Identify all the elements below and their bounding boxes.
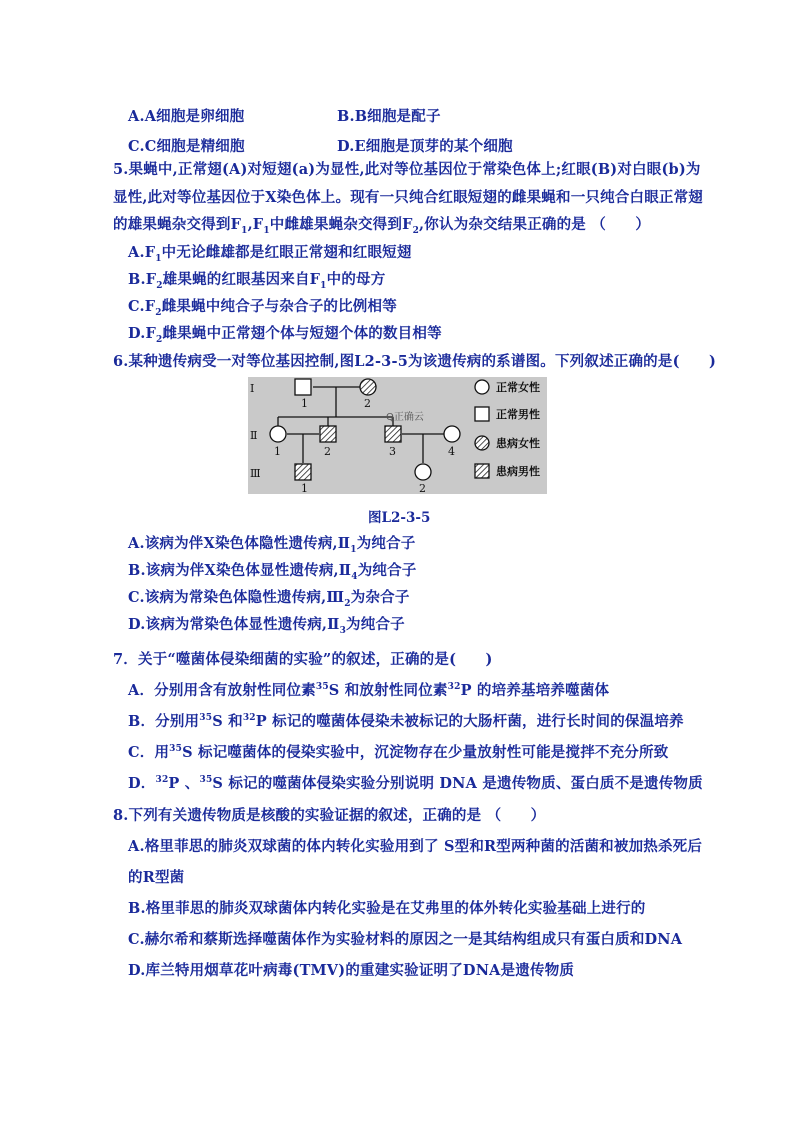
legend-affected-male-icon (475, 464, 489, 478)
legend-normal-male-icon (475, 407, 489, 421)
num-I1: 1 (301, 397, 308, 410)
individual-II3 (385, 426, 401, 442)
q8-option-a-line1: A.格里菲思的肺炎双球菌的体内转化实验用到了 S型和R型两种菌的活菌和被加热杀死后 (128, 838, 703, 855)
pedigree-figure (248, 377, 547, 494)
legend-affected-female-icon (475, 436, 489, 450)
num-II1: 1 (274, 445, 281, 458)
q8-stem: 8.下列有关遗传物质是核酸的实验证据的叙述，正确的是 （ ） (113, 807, 546, 824)
q6-stem: 6.某种遗传病受一对等位基因控制,图L2-3-5为该遗传病的系谱图。下列叙述正确的是( ) (113, 353, 717, 370)
individual-III1 (295, 464, 311, 480)
legend-normal-female-icon (475, 380, 489, 394)
num-III2: 2 (419, 482, 426, 494)
individual-II2 (320, 426, 336, 442)
legend-label-0: 正常女性 (496, 381, 540, 394)
q6-option-b: B.该病为伴X染色体显性遗传病$,Ⅱ_4$为纯合子 (128, 562, 417, 582)
num-II3: 3 (389, 445, 396, 458)
q6-option-c: C.该病为常染色体隐性遗传病$,Ⅲ_2$为杂合子 (128, 589, 410, 609)
individual-II4 (444, 426, 460, 442)
individual-III2 (415, 464, 431, 480)
q8-option-a-line2: 的R型菌 (128, 869, 185, 886)
q7-option-a: A．分别用含有放射性同位素$^{35}$S 和放射性同位素$^{32}$P 的培养基培养噬菌体 (128, 682, 610, 699)
watermark: Q正确云 (386, 412, 424, 423)
legend-label-2: 患病女性 (496, 437, 540, 450)
q5-option-c: $C.F_2$雌果蝇中纯合子与杂合子的比例相等 (128, 298, 397, 318)
num-III1: 1 (301, 482, 308, 494)
q5-stem-line1: 5.果蝇中,正常翅(A)对短翅(a)为显性,此对等位基因位于常染色体上;红眼(B)对白眼(b)为 (113, 161, 701, 178)
q4-option-d: D.E细胞是顶芽的某个细胞 (337, 138, 513, 155)
gen-label-II: Ⅱ (250, 429, 258, 442)
q4-option-c: C.C细胞是精细胞 (128, 138, 245, 155)
gen-label-III: Ⅲ (250, 467, 261, 480)
q7-option-d: D．$^{32}$P 、$^{35}$S 标记的噬菌体侵染实验分别说明 DNA 是遗传物质、蛋白质不是遗传物质 (128, 775, 703, 792)
q5-stem-line2: 显性,此对等位基因位于X染色体上。现有一只纯合红眼短翅的雌果蝇和一只纯合白眼正常翅 (113, 189, 703, 206)
q5-stem-line3: 的雄果蝇杂交得到$F_1,F_1$中雌雄果蝇杂交得到$F_2$,你认为杂交结果正确的是 （ ） (113, 216, 651, 236)
q5-option-b: $B.F_2$雄果蝇的红眼基因来自$F_1$中的母方 (128, 271, 386, 291)
q5-option-d: $D.F_2$雌果蝇中正常翅个体与短翅个体的数目相等 (128, 325, 442, 345)
legend-label-3: 患病男性 (496, 465, 540, 478)
individual-I1 (295, 379, 311, 395)
q8-option-d: D.库兰特用烟草花叶病毒(TMV)的重建实验证明了DNA是遗传物质 (128, 962, 575, 979)
q6-option-a: A.该病为伴X染色体隐性遗传病$,Ⅱ_1$为纯合子 (128, 535, 416, 555)
individual-II1 (270, 426, 286, 442)
q8-option-b: B.格里菲思的肺炎双球菌体内转化实验是在艾弗里的体外转化实验基础上进行的 (128, 900, 646, 917)
num-II4: 4 (448, 445, 455, 458)
q4-option-a: A.A细胞是卵细胞 (128, 108, 245, 125)
gen-label-I: Ⅰ (250, 382, 255, 395)
q4-option-b: B.B细胞是配子 (337, 108, 441, 125)
figure-caption: 图L2-3-5 (368, 510, 431, 526)
q5-option-a: $A.F_1$中无论雌雄都是红眼正常翅和红眼短翅 (128, 244, 412, 264)
q7-option-c: C．用$^{35}$S 标记噬菌体的侵染实验中，沉淀物存在少量放射性可能是搅拌不充分所致 (128, 744, 669, 761)
legend-label-1: 正常男性 (496, 408, 540, 421)
individual-I2 (360, 379, 376, 395)
num-II2: 2 (324, 445, 331, 458)
q6-option-d: D.该病为常染色体显性遗传病$,Ⅱ_3$为纯合子 (128, 616, 405, 636)
q7-option-b: B．分别用$^{35}$S 和$^{32}$P 标记的噬菌体侵染未被标记的大肠杆菌，进行长时间的保温培养 (128, 713, 684, 730)
q8-option-c: C.赫尔希和蔡斯选择噬菌体作为实验材料的原因之一是其结构组成只有蛋白质和DNA (128, 931, 683, 948)
q7-stem: 7．关于“噬菌体侵染细菌的实验”的叙述，正确的是( ) (113, 651, 493, 668)
num-I2: 2 (364, 397, 371, 410)
